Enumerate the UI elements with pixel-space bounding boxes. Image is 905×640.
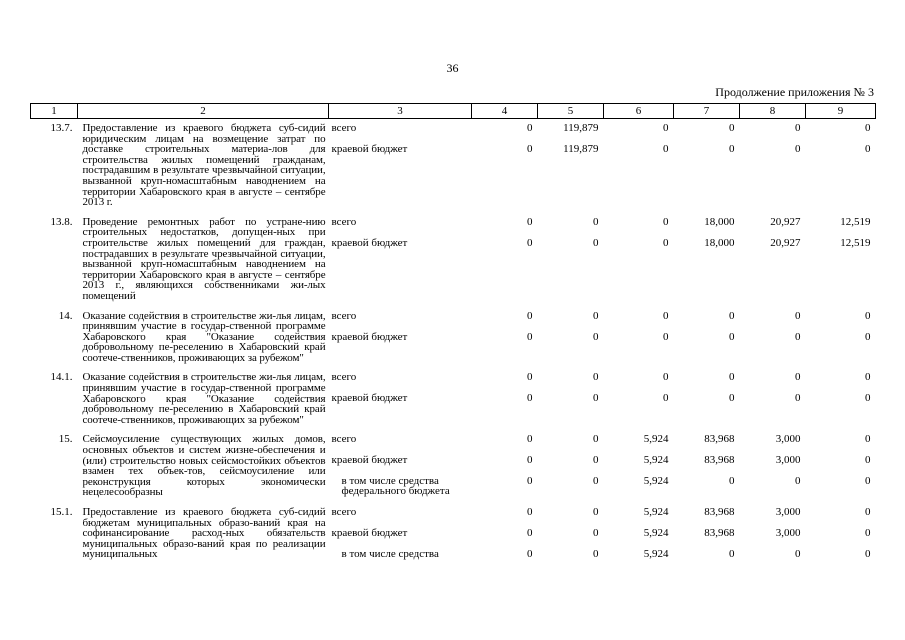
column-header: 4 [472,104,538,119]
funding-source-label: всего [331,433,357,446]
column-header: 7 [674,104,740,119]
value-cell: 0 [729,330,735,343]
value-cell: 0 [795,392,801,405]
value-column-8 [740,302,806,364]
value-cell: 0 [865,122,871,134]
value-cell: 0 [865,506,871,518]
value-cell: 0 [663,371,669,384]
value-column-8 [740,498,806,570]
value-cell: 0 [865,330,871,343]
value-column-8 [740,119,806,208]
column-header: 2 [78,104,329,119]
value-cell: 0 [865,309,871,322]
value-column-9 [806,363,876,425]
value-cell: 3,000 [775,506,801,518]
value-cell: 0 [865,392,871,405]
value-cell: 0 [865,527,871,539]
budget-table [30,103,876,570]
funding-sources [329,363,472,425]
value-column-4 [472,119,538,208]
row-number: 13.7. [50,122,73,134]
row-number: 14.1. [50,371,73,384]
row-number: 15. [58,433,73,446]
table-row [31,425,876,498]
value-cell: 83,968 [704,527,735,539]
value-column-4 [472,498,538,570]
row-number: 15.1. [50,506,73,518]
value-cell: 0 [729,122,735,134]
value-cell: 0 [527,475,533,488]
row-description: Оказание содействия в строительстве жи-лья лицам, принявшим участие в государ-ственной программе Хабаровского края "Оказание содействия добровольному пе-реселению в Хабаровский край соотече-ственников, проживающих за рубежом" [82,371,326,426]
funding-source-label: всего [331,506,357,518]
value-column-5 [538,119,604,208]
value-cell: 0 [865,371,871,384]
value-cell: 0 [729,548,735,560]
value-column-5 [538,208,604,302]
value-cell: 0 [729,309,735,322]
value-column-7 [674,425,740,498]
value-column-6 [604,302,674,364]
value-column-7 [674,119,740,208]
value-column-7 [674,302,740,364]
value-cell: 0 [795,371,801,384]
value-cell: 0 [663,309,669,322]
funding-sources [329,208,472,302]
value-cell: 0 [593,548,599,560]
value-cell: 0 [593,506,599,518]
value-cell: 83,968 [704,433,735,446]
value-cell: 0 [593,527,599,539]
funding-source-label: краевой бюджет [331,527,408,539]
value-cell: 0 [593,330,599,343]
value-cell: 0 [527,143,533,155]
funding-source-label: всего [331,215,357,228]
value-cell: 5,924 [643,527,669,539]
funding-source-label: краевой бюджет [331,454,408,467]
column-header: 5 [538,104,604,119]
value-column-5 [538,302,604,364]
value-cell: 0 [663,215,669,228]
funding-source-label: всего [331,309,357,322]
value-cell: 119,879 [563,122,599,134]
value-column-6 [604,119,674,208]
value-cell: 0 [663,392,669,405]
value-cell: 0 [795,475,801,488]
funding-sources [329,302,472,364]
value-cell: 5,924 [643,506,669,518]
value-cell: 0 [527,309,533,322]
value-cell: 3,000 [775,527,801,539]
value-cell: 0 [865,475,871,488]
row-description: Оказание содействия в строительстве жи-лья лицам, принявшим участие в государ-ственной программе Хабаровского края "Оказание содействия добровольному пе-реселению в Хабаровский край соотече-ственников, проживающих за рубежом" [82,309,326,364]
value-cell: 12,519 [840,215,871,228]
value-cell: 0 [729,371,735,384]
value-cell: 18,000 [704,215,735,228]
funding-source-label: в том числе средства федерального бюджета [341,475,450,498]
value-column-8 [740,208,806,302]
table-header-row [31,104,876,119]
value-column-6 [604,425,674,498]
value-cell: 0 [729,143,735,155]
value-cell: 0 [663,122,669,134]
value-cell: 0 [795,309,801,322]
value-column-4 [472,425,538,498]
value-column-6 [604,498,674,570]
value-column-7 [674,363,740,425]
value-cell: 0 [663,143,669,155]
value-cell: 0 [527,454,533,467]
funding-sources [329,119,472,208]
value-cell: 20,927 [770,236,801,249]
table-row [31,363,876,425]
funding-source-label: краевой бюджет [331,236,408,249]
value-cell: 0 [729,475,735,488]
value-cell: 0 [795,143,801,155]
value-cell: 0 [527,506,533,518]
value-column-4 [472,208,538,302]
funding-source-label: в том числе средства [341,548,439,560]
funding-source-label: всего [331,371,357,384]
page-number: 36 [446,61,459,75]
column-header: 8 [740,104,806,119]
value-cell: 0 [527,392,533,405]
value-cell: 0 [593,433,599,446]
value-column-8 [740,425,806,498]
value-cell: 12,519 [840,236,871,249]
column-header: 6 [604,104,674,119]
value-column-9 [806,119,876,208]
column-header: 3 [329,104,472,119]
value-column-9 [806,425,876,498]
value-cell: 0 [593,236,599,249]
row-number: 14. [58,309,73,322]
value-cell: 0 [527,330,533,343]
value-cell: 0 [795,548,801,560]
row-description: Сейсмоусиление существующих жилых домов, основных объектов и систем жизне-обеспечения и (или) строительство новых сейсмостойких объектов взамен тех объек-тов, сейсмоусиление или реконструкция которых экономически нецелесообразны [82,433,326,499]
value-cell: 5,924 [643,433,669,446]
value-column-9 [806,302,876,364]
value-cell: 0 [593,371,599,384]
table-row [31,302,876,364]
column-header: 9 [806,104,876,119]
funding-source-label: краевой бюджет [331,392,408,405]
value-column-8 [740,363,806,425]
value-column-6 [604,363,674,425]
value-cell: 0 [527,527,533,539]
row-description: Предоставление из краевого бюджета суб-сидий юридическим лицам на возмещение затрат по доставке строительных материа-лов для строительства жилых помещений гражданам, пострадавшим в результате чрезвычайной ситуации, вызванной круп-номасштабным наводнением на территории Хабаровского края в августе – сентябре 2013 г. [82,122,326,209]
value-cell: 0 [527,215,533,228]
table-row [31,119,876,208]
value-cell: 0 [593,454,599,467]
funding-sources [329,425,472,498]
value-cell: 20,927 [770,215,801,228]
value-column-4 [472,363,538,425]
value-cell: 5,924 [643,454,669,467]
funding-source-label: всего [331,122,357,134]
table-row [31,208,876,302]
value-cell: 119,879 [563,143,599,155]
value-column-6 [604,208,674,302]
value-cell: 0 [593,392,599,405]
value-cell: 3,000 [775,454,801,467]
row-description: Проведение ремонтных работ по устране-нию строительных недостатков, допущен-ных при строительстве жилых помещений для граждан, пострадавших в результате чрезвычайной ситуации, вызванной круп-номасштабным наводнением на территории Хабаровского края в августе – сентябре 2013 г., являющихся собственниками жи-лых помещений [82,215,326,302]
value-column-5 [538,498,604,570]
table-body [31,119,876,571]
row-number: 13.8. [50,215,73,228]
value-cell: 18,000 [704,236,735,249]
funding-source-label: краевой бюджет [331,330,408,343]
value-cell: 0 [729,392,735,405]
value-cell: 0 [593,475,599,488]
value-cell: 0 [527,122,533,134]
row-description: Предоставление из краевого бюджета суб-сидий бюджетам муниципальных образо-ваний края на софинансирование расход-ных обязательств муниципальных образо-ваний края по реализации муниципальных [82,506,326,561]
value-column-5 [538,425,604,498]
value-cell: 0 [795,122,801,134]
value-cell: 0 [527,371,533,384]
value-column-7 [674,208,740,302]
value-cell: 3,000 [775,433,801,446]
value-cell: 83,968 [704,454,735,467]
value-cell: 0 [865,143,871,155]
value-cell: 0 [527,548,533,560]
value-cell: 0 [593,309,599,322]
value-cell: 83,968 [704,506,735,518]
value-cell: 0 [795,330,801,343]
value-cell: 0 [865,454,871,467]
value-cell: 0 [527,236,533,249]
value-column-7 [674,498,740,570]
value-cell: 0 [865,433,871,446]
value-cell: 0 [593,215,599,228]
value-column-4 [472,302,538,364]
funding-source-label: краевой бюджет [331,143,408,155]
value-cell: 5,924 [643,475,669,488]
column-header: 1 [31,104,78,119]
value-cell: 0 [865,548,871,560]
funding-sources [329,498,472,570]
value-column-9 [806,208,876,302]
value-cell: 0 [663,330,669,343]
continuation-label: Продолжение приложения № 3 [715,85,874,99]
value-cell: 0 [527,433,533,446]
value-column-9 [806,498,876,570]
table-row [31,498,876,570]
value-cell: 5,924 [643,548,669,560]
value-column-5 [538,363,604,425]
value-cell: 0 [663,236,669,249]
